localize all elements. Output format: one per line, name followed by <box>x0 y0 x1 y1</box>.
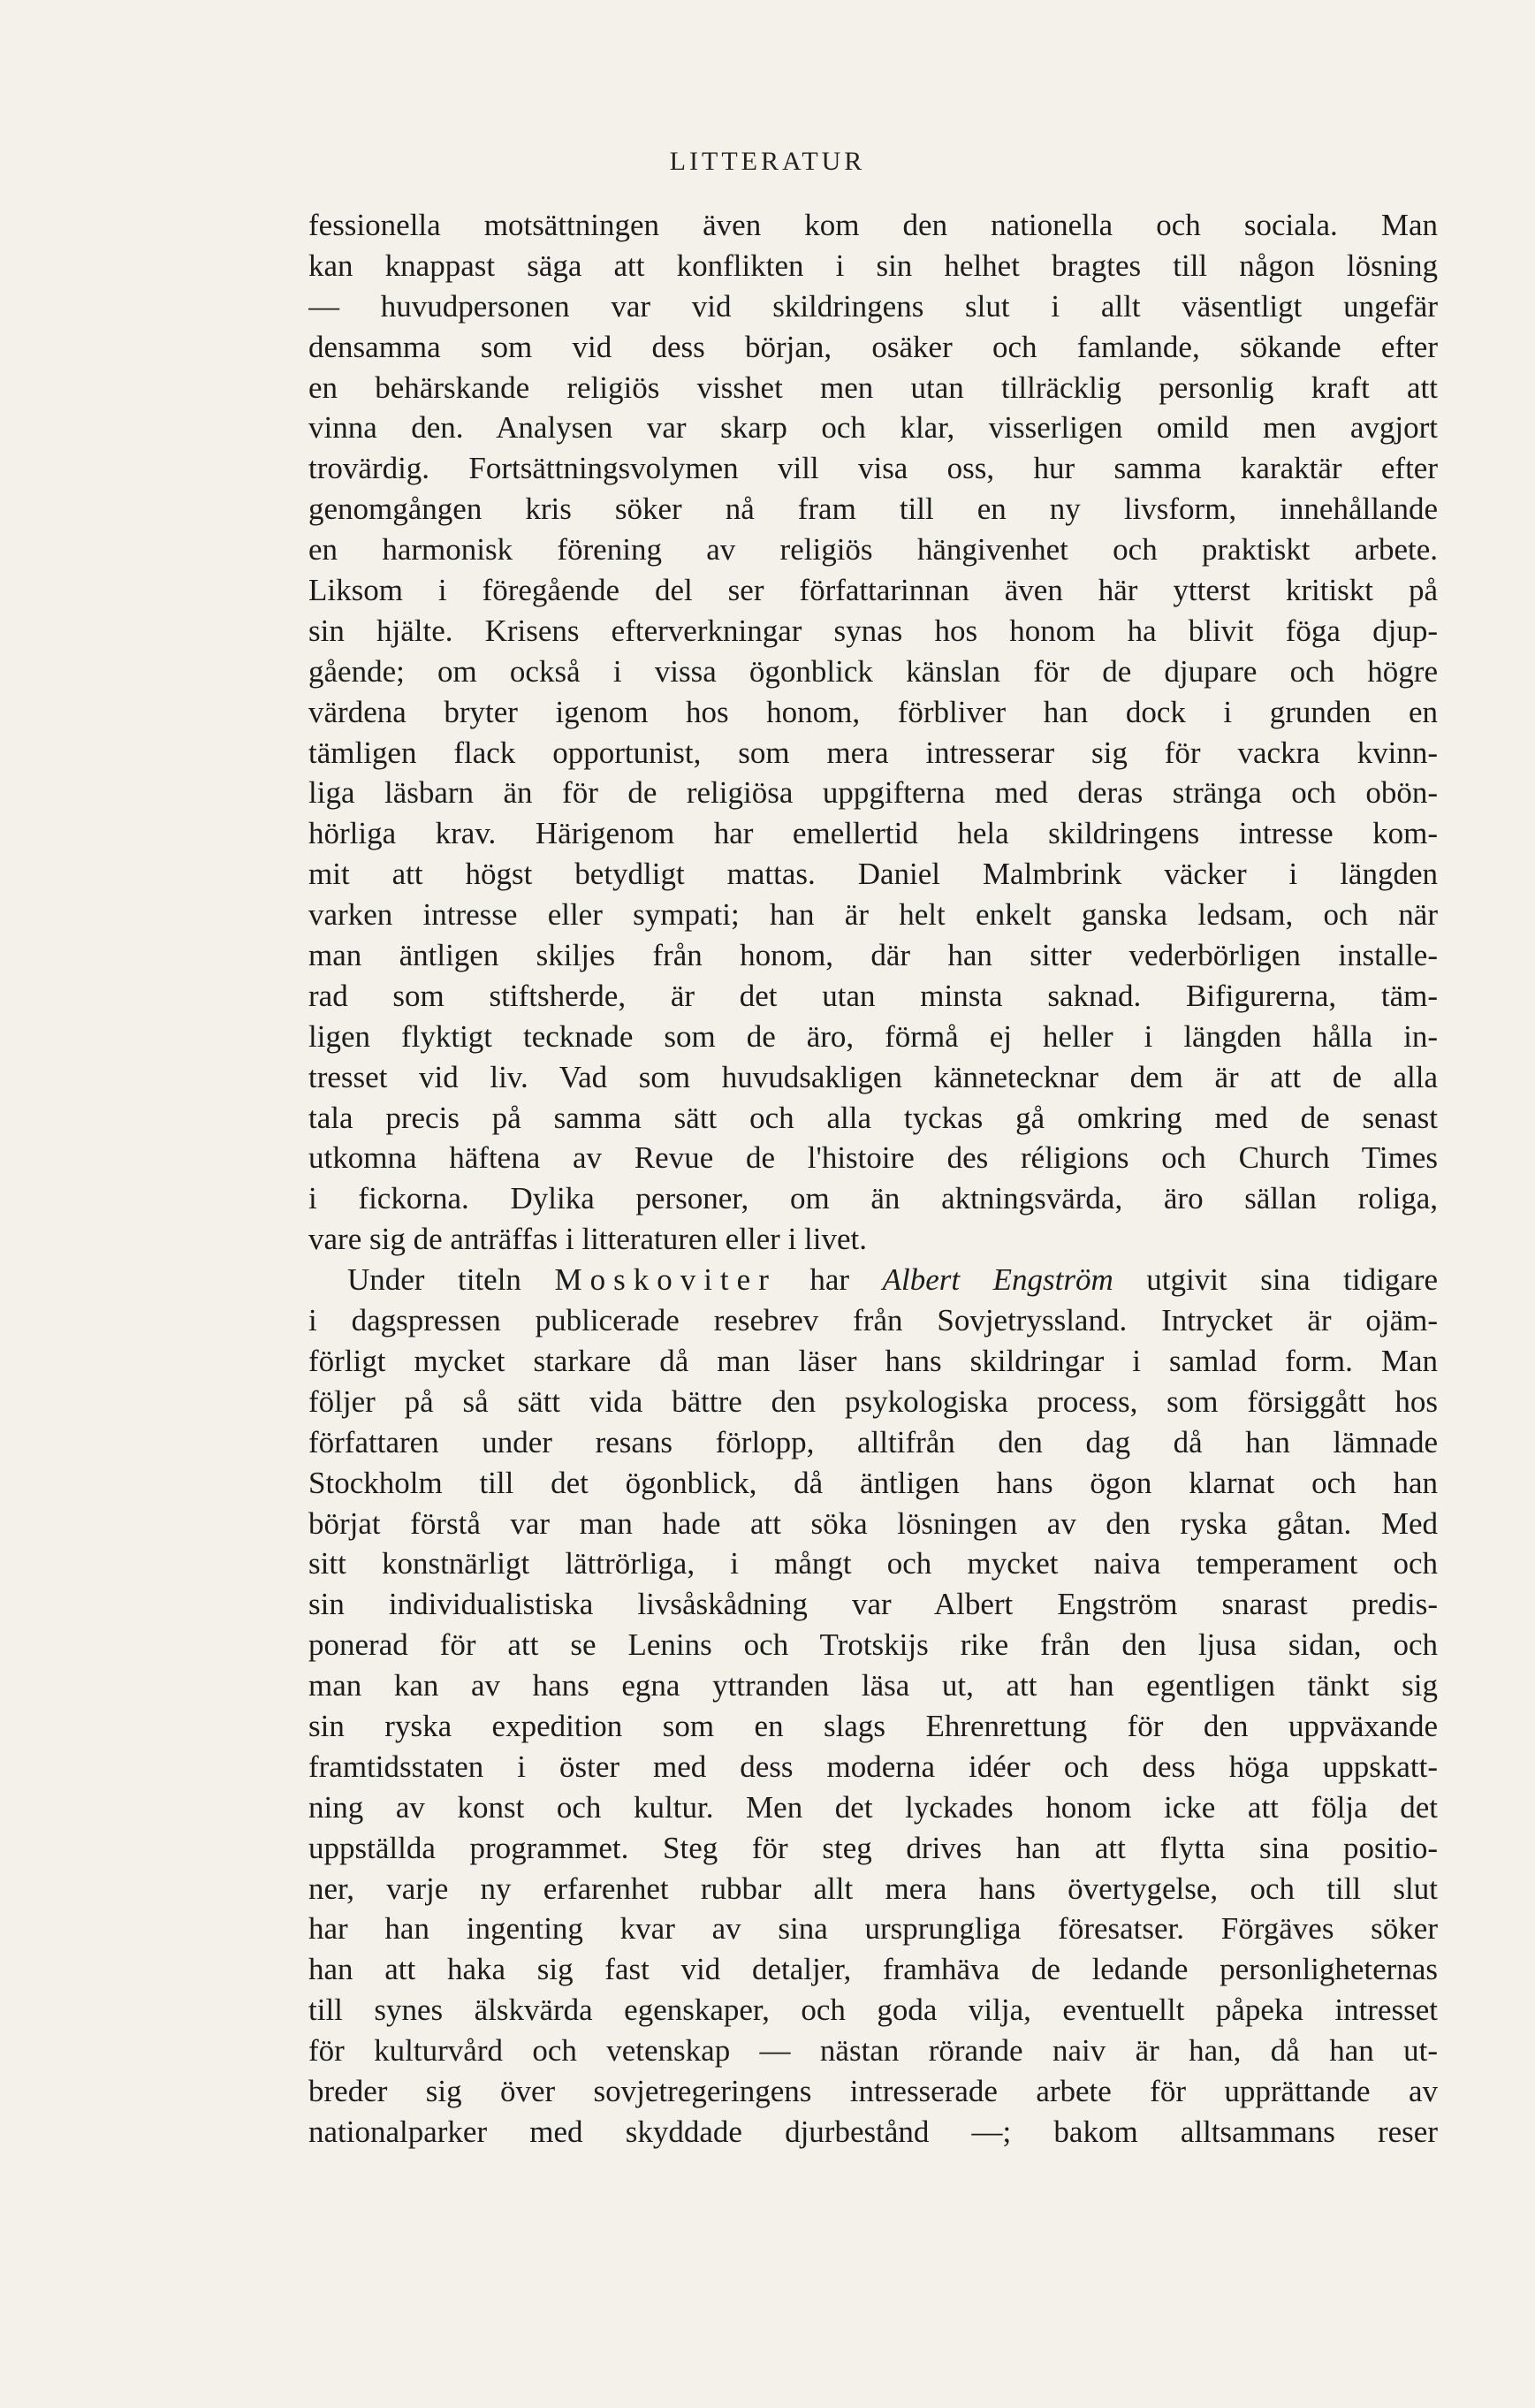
text-line: gående; om också i vissa ögonblick känslan för de djupare och högre <box>308 653 1438 689</box>
text-line: ponerad för att se Lenins och Trotskijs rike från den ljusa sidan, och <box>308 1627 1438 1663</box>
text-line: hörliga krav. Härigenom har emellertid hela skildringens intresse kom- <box>308 816 1438 851</box>
text-line: trovärdig. Fortsättningsvolymen vill visa oss, hur samma karaktär efter <box>308 451 1438 486</box>
text-line: värdena bryter igenom hos honom, förbliver han dock i grunden en <box>308 694 1438 729</box>
text-line: utkomna häftena av Revue de l'histoire des réligions och Church Times <box>308 1140 1438 1176</box>
body-text <box>308 205 1438 2153</box>
author-name: Albert Engström <box>882 1262 1113 1298</box>
text-line: sin ryska expedition som en slags Ehrenrettung för den uppväxande <box>308 1708 1438 1743</box>
text-line: Stockholm till det ögonblick, då äntligen hans ögon klarnat och han <box>308 1465 1438 1500</box>
text-line: man kan av hans egna yttranden läsa ut, att han egentligen tänkt sig <box>308 1668 1438 1703</box>
text-line: tala precis på samma sätt och alla tyckas gå omkring med de senast <box>308 1100 1438 1135</box>
text-line: i dagspressen publicerade resebrev från Sovjetryssland. Intrycket är ojäm- <box>308 1303 1438 1338</box>
paragraph-1 <box>308 205 1438 1260</box>
text-line: fessionella motsättningen även kom den nationella och sociala. Man <box>308 208 1438 242</box>
text-line-first <box>308 1260 1438 1300</box>
text-line: genomgången kris söker nå fram till en ny livsform, innehållande <box>308 492 1438 527</box>
text-line: nationalparker med skyddade djurbestånd —; bakom alltsammans reser <box>308 2114 1438 2149</box>
text-line: ligen flyktigt tecknade som de äro, förmå ej heller i längden hålla in- <box>308 1018 1438 1054</box>
text-line: tresset vid liv. Vad som huvudsakligen kännetecknar dem är att de alla <box>308 1059 1438 1094</box>
text-line: man äntligen skiljes från honom, där han sitter vederbörligen installe- <box>308 938 1438 973</box>
text-line: framtidsstaten i öster med dess moderna idéer och dess höga uppskatt- <box>308 1749 1438 1784</box>
text-line: följer på så sätt vida bättre den psykologiska process, som försiggått hos <box>308 1383 1438 1419</box>
running-header: LITTERATUR <box>669 147 866 176</box>
text-line: sin hjälte. Krisens efterverkningar synas hos honom ha blivit föga djup- <box>308 613 1438 648</box>
text-line: har han ingenting kvar av sina ursprungliga föresatser. Förgäves söker <box>308 1911 1438 1947</box>
text-line: till synes älskvärda egenskaper, och goda vilja, eventuellt påpeka intresset <box>308 1993 1438 2028</box>
text-line: en behärskande religiös visshet men utan tillräcklig personlig kraft att <box>308 370 1438 405</box>
text-line: varken intresse eller sympati; han är helt enkelt ganska ledsam, och när <box>308 897 1438 933</box>
text-line: börjat förstå var man hade att söka lösningen av den ryska gåtan. Med <box>308 1505 1438 1541</box>
text-line: han att haka sig fast vid detaljer, framhäva de ledande personligheternas <box>308 1952 1438 1987</box>
text-line: rad som stiftsherde, är det utan minsta saknad. Bifigurerna, täm- <box>308 978 1438 1013</box>
text-fragment: har <box>809 1262 850 1298</box>
paragraph-2 <box>308 1260 1438 2153</box>
text-line: liga läsbarn än för de religiösa uppgifterna med deras stränga och obön- <box>308 775 1438 811</box>
text-line: — huvudpersonen var vid skildringens slut i allt väsentligt ungefär <box>308 288 1438 324</box>
text-line: mit att högst betydligt mattas. Daniel Malmbrink väcker i längden <box>308 857 1438 892</box>
text-line: tämligen flack opportunist, som mera intresserar sig för vackra kvinn- <box>308 735 1438 770</box>
text-line: vinna den. Analysen var skarp och klar, visserligen omild men avgjort <box>308 410 1438 446</box>
text-line: densamma som vid dess början, osäker och famlande, sökande efter <box>308 329 1438 364</box>
text-line: för kulturvård och vetenskap — nästan rörande naiv är han, då han ut- <box>308 2033 1438 2069</box>
text-line: förligt mycket starkare då man läser hans skildringar i samlad form. Man <box>308 1343 1438 1378</box>
book-title: Moskoviter <box>554 1262 777 1298</box>
text-line: i fickorna. Dylika personer, om än aktningsvärda, äro sällan roliga, <box>308 1181 1438 1216</box>
text-line: sitt konstnärligt lättrörliga, i mångt och mycket naiva temperament och <box>308 1546 1438 1581</box>
text-line: författaren under resans förlopp, alltifrån den dag då han lämnade <box>308 1424 1438 1459</box>
text-line: en harmonisk förening av religiös hängivenhet och praktiskt arbete. <box>308 532 1438 568</box>
text-fragment: Under titeln <box>347 1262 521 1298</box>
text-line: vare sig de anträffas i litteraturen eller i livet. <box>308 1222 867 1257</box>
text-line: kan knappast säga att konflikten i sin helhet bragtes till någon lösning <box>308 248 1438 283</box>
text-line: sin individualistiska livsåskådning var Albert Engström snarast predis- <box>308 1587 1438 1622</box>
text-fragment: utgivit sina tidigare <box>1146 1262 1438 1298</box>
text-line: uppställda programmet. Steg för steg drives han att flytta sina positio- <box>308 1830 1438 1865</box>
text-line: Liksom i föregående del ser författarinnan även här ytterst kritiskt på <box>308 573 1438 608</box>
text-line: breder sig över sovjetregeringens intresserade arbete för upprättande av <box>308 2073 1438 2108</box>
text-line: ning av konst och kultur. Men det lyckades honom icke att följa det <box>308 1789 1438 1825</box>
text-line: ner, varje ny erfarenhet rubbar allt mera hans övertygelse, och till slut <box>308 1871 1438 1906</box>
